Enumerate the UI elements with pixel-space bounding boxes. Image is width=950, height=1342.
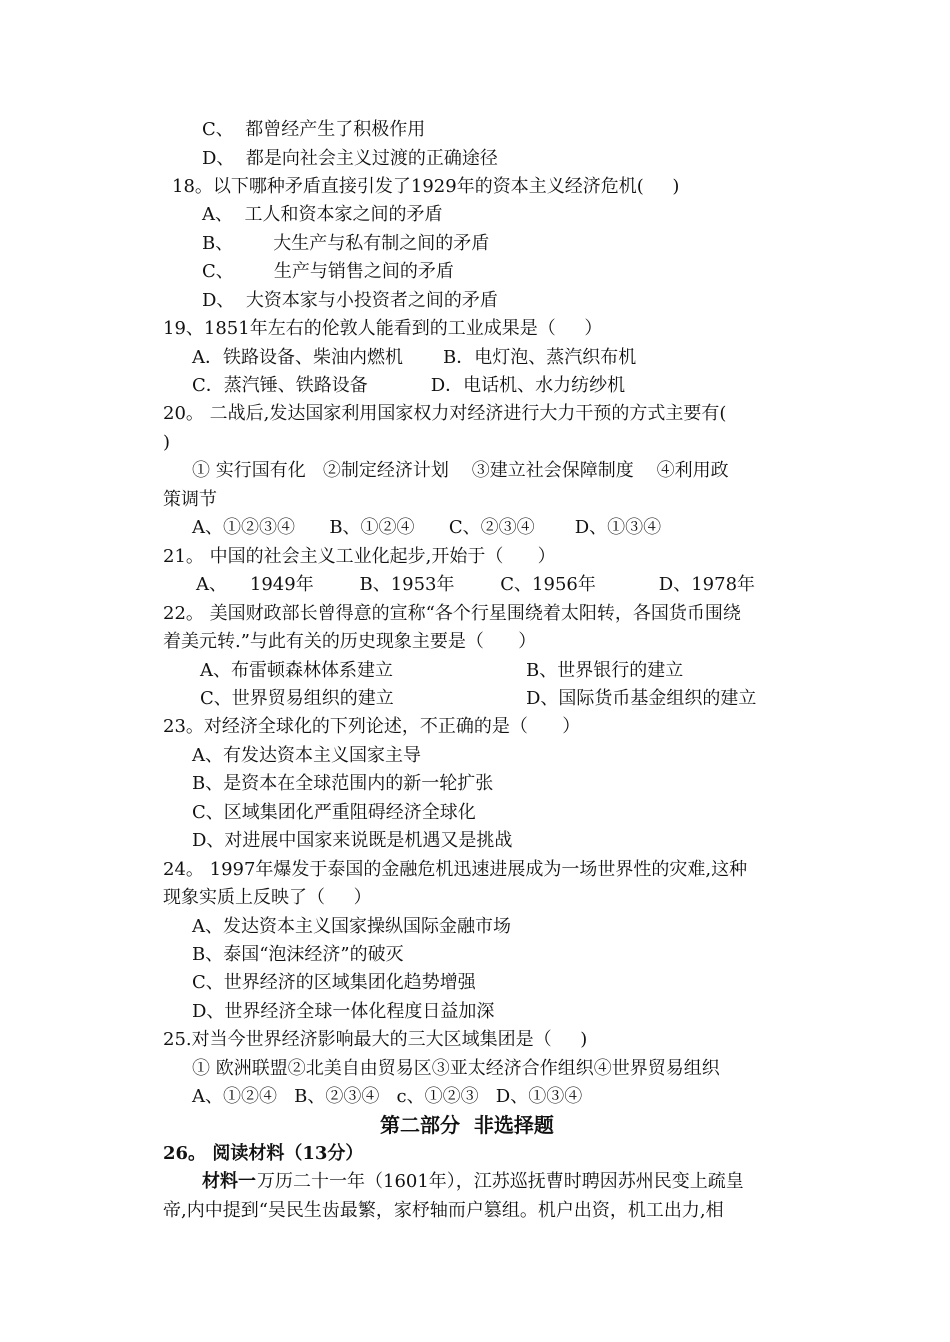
- option-18a: A、 工人和资本家之间的矛盾: [202, 204, 443, 225]
- question-26-heading: 26。 阅读材料（13分）: [163, 1143, 364, 1164]
- option-22a: A、布雷顿森林体系建立: [200, 660, 393, 681]
- option-18d: D、 大资本家与小投资者之间的矛盾: [202, 290, 498, 311]
- option-24d: D、世界经济全球一体化程度日益加深: [192, 1001, 495, 1022]
- option-22c: C、世界贸易组织的建立: [200, 688, 394, 709]
- question-20: 20。 二战后,发达国家利用国家权力对经济进行大力干预的方式主要有(: [163, 403, 727, 424]
- options-20: A、①②③④ B、①②④ C、②③④ D、①③④: [192, 517, 662, 538]
- option-22d: D、国际货币基金组织的建立: [526, 688, 757, 709]
- option-23b: B、是资本在全球范围内的新一轮扩张: [192, 773, 494, 794]
- question-20-cont: ): [163, 432, 171, 453]
- question-19: 19、1851年左右的伦敦人能看到的工业成果是（ ）: [163, 318, 603, 339]
- option-18b: B、 大生产与私有制之间的矛盾: [202, 233, 490, 254]
- option-23a: A、有发达资本主义国家主导: [192, 745, 421, 766]
- section-title: 第二部分 非选择题: [380, 1113, 554, 1137]
- option-24c: C、世界经济的区域集团化趋势增强: [192, 972, 476, 993]
- material-one-text: 万历二十一年（1601年），江苏巡抚曹时聘因苏州民变上疏皇: [257, 1171, 744, 1192]
- options-19-ab: A．铁路设备、柴油内燃机 B．电灯泡、蒸汽织布机: [192, 347, 637, 368]
- option-22b: B、世界银行的建立: [526, 660, 684, 681]
- question-24: 24。 1997年爆发于泰国的金融危机迅速进展成为一场世界性的灾难,这种: [163, 859, 748, 880]
- items-25: ① 欧洲联盟②北美自由贸易区③亚太经济合作组织④世界贸易组织: [192, 1058, 720, 1079]
- question-21: 21。 中国的社会主义工业化起步,开始于（ ）: [163, 546, 556, 567]
- options-25: A、①②④ B、②③④ c、①②③ D、①③④: [192, 1086, 583, 1107]
- question-22-cont: 着美元转.”与此有关的历史现象主要是（ ）: [163, 631, 537, 652]
- option-17c: C、 都曾经产生了积极作用: [202, 119, 426, 140]
- option-18c: C、 生产与销售之间的矛盾: [202, 261, 454, 282]
- material-one-label: 材料一: [202, 1171, 256, 1192]
- option-17d: D、 都是向社会主义过渡的正确途径: [202, 148, 498, 169]
- options-19-cd: C．蒸汽锤、铁路设备 D．电话机、水力纺纱机: [192, 375, 626, 396]
- option-23d: D、对进展中国家来说既是机遇又是挑战: [192, 830, 513, 851]
- question-25: 25.对当今世界经济影响最大的三大区域集团是（ ): [163, 1029, 588, 1050]
- question-22: 22。 美国财政部长曾得意的宣称“各个行星围绕着太阳转，各国货币围绕: [163, 603, 741, 624]
- question-24-cont: 现象实质上反映了（ ）: [163, 887, 372, 908]
- question-23: 23。对经济全球化的下列论述，不正确的是（ ）: [163, 716, 581, 737]
- options-21: A、 1949年 B、1953年 C、1956年 D、1978年: [196, 574, 756, 595]
- option-24b: B、泰国“泡沫经济”的破灭: [192, 944, 404, 965]
- items-20: ① 实行国有化 ②制定经济计划 ③建立社会保障制度 ④利用政: [192, 460, 729, 481]
- material-one-text-cont: 帝,内中提到“吴民生齿最繁，家杼轴而户篡组。机户出资，机工出力,相: [163, 1200, 724, 1221]
- items-20-cont: 策调节: [163, 489, 217, 510]
- option-24a: A、发达资本主义国家操纵国际金融市场: [192, 916, 511, 937]
- option-23c: C、区域集团化严重阻碍经济全球化: [192, 802, 476, 823]
- question-18: 18。以下哪种矛盾直接引发了1929年的资本主义经济危机( ): [172, 176, 680, 197]
